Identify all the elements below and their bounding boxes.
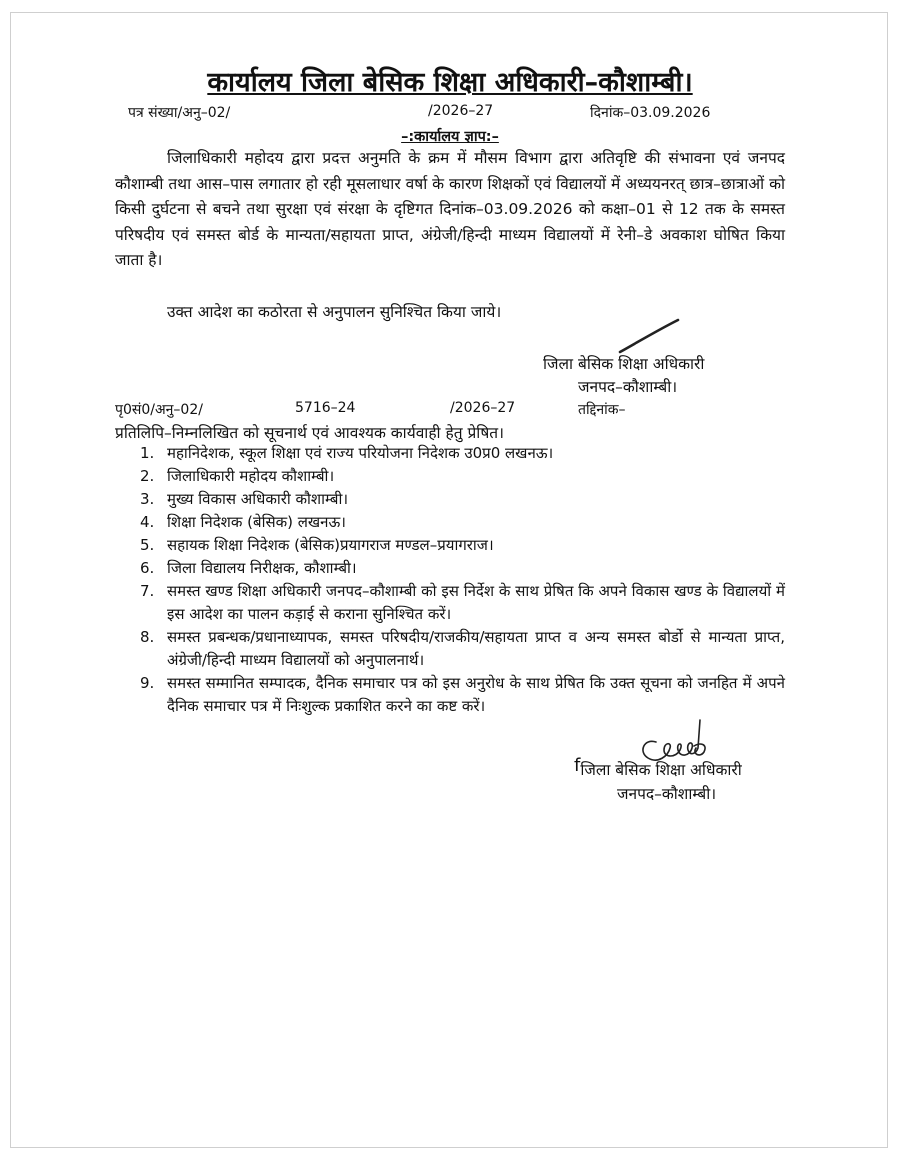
memo-heading: –:कार्यालय ज्ञाप:–: [401, 129, 499, 145]
copy-line: प्रतिलिपि–निम्नलिखित को सूचनार्थ एवं आवश्यक कार्यवाही हेतु प्रेषित।: [115, 424, 504, 442]
memo-paragraph-2: उक्त आदेश का कठोरता से अनुपालन सुनिश्चित किया जाये।: [167, 303, 502, 321]
signatory-district-2: जनपद–कौशाम्बी।: [617, 785, 717, 803]
letter-number: पत्र संख्या/अनु–02/: [128, 105, 231, 121]
endorsement-year: /2026–27: [450, 400, 516, 416]
memo-paragraph-1: जिलाधिकारी महोदय द्वारा प्रदत्त अनुमति के क्रम में मौसम विभाग द्वारा अतिवृष्टि की संभावना एवं जनपद कौशाम्बी तथा आस–पास लगातार हो रही मूसलाधार वर्षा के कारण शिक्षकों एवं विद्यालयों में अध्ययनरत् छात्र–छात्राओं को किसी दुर्घटना से बचने तथा सुरक्षा एवं संरक्षा के दृष्टिगत दिनांक–03.09.2026 को कक्षा–01 से 12 तक के समस्त परिषदीय एवं समस्त बोर्ड के मान्यता/सहायता प्राप्त, अंग्रेजी/हिन्दी माध्यम विद्यालयों में रेनी–डे अवकाश घोषित किया जाता है।: [115, 149, 785, 270]
signatory-title-2: fजिला बेसिक शिक्षा अधिकारी: [574, 755, 742, 779]
signatory-district-1: जनपद–कौशाम्बी।: [578, 378, 678, 396]
letter-date: दिनांक–03.09.2026: [590, 105, 711, 121]
list-item: 8. समस्त प्रबन्धक/प्रधानाध्यापक, समस्त परिषदीय/राजकीय/सहायता प्राप्त व अन्य समस्त बोर्डो से मान्यता प्राप्त, अंग्रेजी/हिन्दी माध्यम विद्यालयों को अनुपालनार्थ।: [140, 628, 785, 669]
list-item: 7. समस्त खण्ड शिक्षा अधिकारी जनपद–कौशाम्बी को इस निर्देश के साथ प्रेषित कि अपने विकास खण्ड के विद्यालयों में इस आदेश का पालन कड़ाई से कराना सुनिश्चित करें।: [140, 582, 785, 623]
list-item: 2. जिलाधिकारी महोदय कौशाम्बी।: [140, 467, 335, 485]
endorsement-date: तद्दिनांक–: [578, 402, 626, 418]
list-item: 4. शिक्षा निदेशक (बेसिक) लखनऊ।: [140, 513, 346, 531]
office-title: कार्यालय जिला बेसिक शिक्षा अधिकारी–कौशाम्बी।: [207, 67, 693, 98]
endorsement-ref: पृ0सं0/अनु–02/: [115, 402, 203, 418]
list-item: 3. मुख्य विकास अधिकारी कौशाम्बी।: [140, 490, 349, 508]
list-item: 6. जिला विद्यालय निरीक्षक, कौशाम्बी।: [140, 559, 357, 577]
list-item: 9. समस्त सम्मानित सम्पादक, दैनिक समाचार पत्र को इस अनुरोध के साथ प्रेषित कि उक्त सूचना को जनहित में अपने दैनिक समाचार पत्र में निःशुल्क प्रकाशित करने का कष्ट करें।: [140, 674, 785, 715]
list-item: 1. महानिदेशक, स्कूल शिक्षा एवं राज्य परियोजना निदेशक उ0प्र0 लखनऊ।: [140, 444, 554, 462]
endorsement-number: 5716–24: [295, 400, 356, 416]
recipient-list: [115, 442, 785, 718]
signature-stroke-1: [618, 318, 682, 354]
signatory-title-1: जिला बेसिक शिक्षा अधिकारी: [543, 355, 705, 373]
letter-year: /2026–27: [428, 103, 494, 119]
list-item: 5. सहायक शिक्षा निदेशक (बेसिक)प्रयागराज मण्डल–प्रयागराज।: [140, 536, 494, 554]
